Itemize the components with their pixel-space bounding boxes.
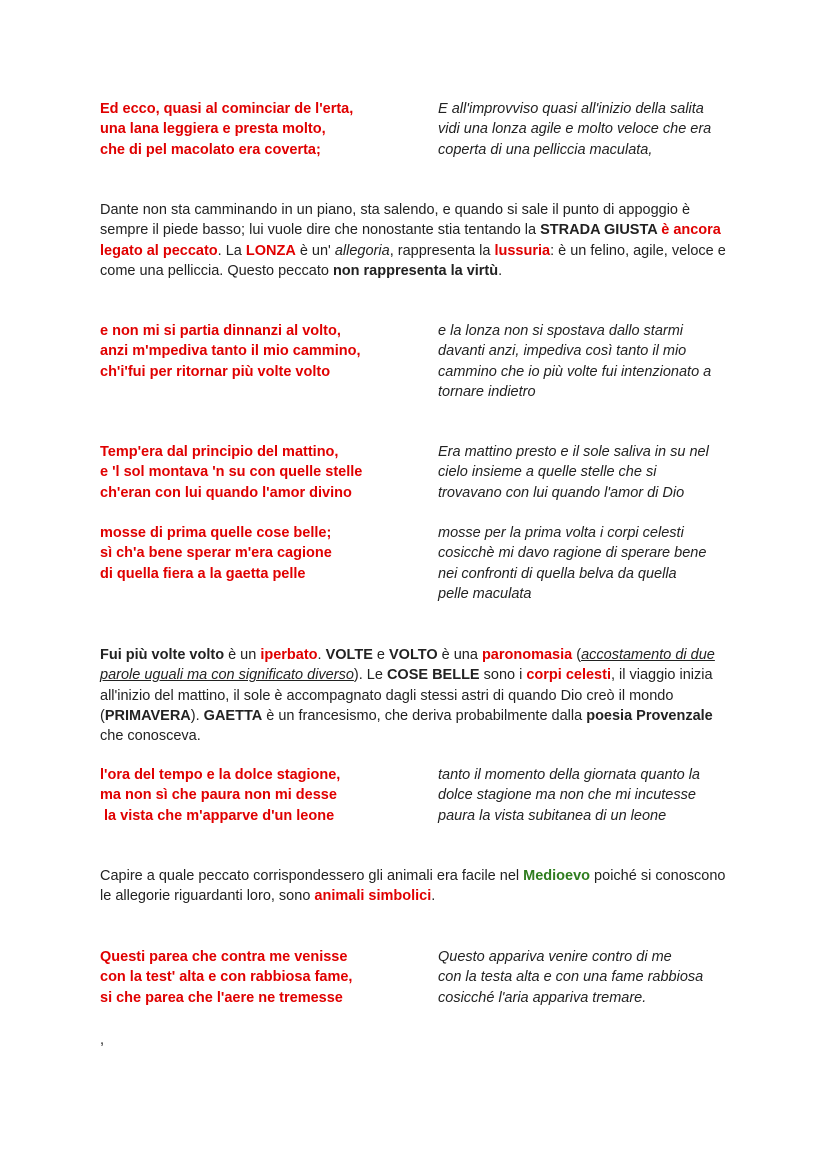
paraphrase-line: e la lonza non si spostava dallo starmi bbox=[438, 323, 684, 339]
verse-stanza-6 bbox=[100, 947, 420, 1008]
text-run: . La bbox=[217, 242, 246, 259]
text-run: . bbox=[498, 262, 503, 279]
text-run: è un' bbox=[295, 242, 335, 259]
verse-stanza-4 bbox=[100, 523, 420, 584]
paraphrase-stanza-6 bbox=[438, 947, 748, 1008]
paraphrase-line: nei confronti di quella belva da quella bbox=[438, 565, 677, 582]
red-term: LONZA bbox=[245, 242, 296, 259]
verse-stanza-1 bbox=[100, 99, 420, 160]
paraphrase-line: Questo appariva venire contro di me bbox=[438, 949, 672, 965]
red-term: è ancora legato al peccato bbox=[100, 222, 721, 259]
text-run: ( bbox=[572, 647, 582, 663]
bold-term: GAETTA bbox=[203, 707, 263, 724]
text-run: Dante non sta camminando in un piano, sta salendo, e quando si sale il punto di appoggio è sempre il piede basso; lui vuole dire che nonostante stia tentando la bbox=[100, 202, 691, 239]
bold-term: COSE BELLE bbox=[386, 667, 480, 684]
paraphrase-line: cielo insieme a quelle stelle che si bbox=[438, 464, 657, 481]
paraphrase-stanza-1 bbox=[438, 99, 748, 160]
paraphrase-line: trovavano con lui quando l'amor di Dio bbox=[438, 484, 685, 501]
bold-term: Fui più volte volto bbox=[100, 647, 225, 663]
text-run: è un bbox=[224, 647, 261, 663]
text-run: sono i bbox=[479, 667, 527, 684]
trailing-comma: , bbox=[100, 1032, 105, 1048]
red-term: corpi celesti bbox=[526, 667, 611, 684]
paraphrase-line: tornare indietro bbox=[438, 383, 536, 400]
text-run: . bbox=[431, 888, 436, 905]
paraphrase-line: paura la vista subitanea di un leone bbox=[438, 807, 667, 824]
verse-line: ch'eran con lui quando l'amor divino bbox=[100, 484, 352, 501]
red-term: lussuria bbox=[494, 242, 551, 259]
text-run: che conosceva. bbox=[100, 728, 201, 745]
text-run: è una bbox=[437, 647, 482, 663]
text-run: : è un felino, agile, veloce e come una pelliccia. Questo peccato bbox=[100, 242, 726, 279]
paraphrase-stanza-2 bbox=[438, 321, 748, 402]
verse-line: Ed ecco, quasi al cominciar de l'erta, bbox=[100, 101, 354, 117]
text-run: , il viaggio inizia all'inizio del mattino, il sole è accompagnato dagli stessi astri di quando Dio creò il mondo ( bbox=[100, 667, 713, 724]
commentary-3 bbox=[100, 866, 730, 907]
paraphrase-line: con la testa alta e con una fame rabbiosa bbox=[438, 969, 704, 986]
verse-line: ma non sì che paura non mi desse bbox=[100, 787, 337, 804]
text-run: e bbox=[372, 647, 389, 663]
bold-term: STRADA GIUSTA bbox=[540, 222, 658, 239]
verse-line: con la test' alta e con rabbiosa fame, bbox=[100, 969, 353, 986]
text-run: ). bbox=[190, 707, 204, 724]
verse-line: l'ora del tempo e la dolce stagione, bbox=[100, 767, 341, 783]
bold-term: poesia Provenzale bbox=[586, 707, 713, 724]
bold-term: VOLTE bbox=[325, 647, 373, 663]
paraphrase-line: dolce stagione ma non che mi incutesse bbox=[438, 787, 696, 804]
commentary-2 bbox=[100, 645, 730, 746]
verse-line: mosse di prima quelle cose belle; bbox=[100, 525, 332, 541]
verse-line: Temp'era dal principio del mattino, bbox=[100, 444, 339, 460]
paraphrase-line: vidi una lonza agile e molto veloce che era bbox=[438, 121, 712, 138]
italic-term: allegoria bbox=[334, 242, 390, 259]
text-run: . bbox=[317, 647, 326, 663]
paraphrase-line: davanti anzi, impediva così tanto il mio bbox=[438, 343, 687, 360]
paraphrase-line: tanto il momento della giornata quanto la bbox=[438, 767, 700, 783]
text-run: è un francesismo, che deriva probabilmente dalla bbox=[262, 707, 587, 724]
bold-term: non rappresenta la virtù bbox=[332, 262, 499, 279]
verse-line: la vista che m'apparve d'un leone bbox=[100, 807, 335, 824]
verse-stanza-3 bbox=[100, 442, 420, 503]
paraphrase-line: Era mattino presto e il sole saliva in su nel bbox=[438, 444, 709, 460]
bold-term: VOLTO bbox=[389, 647, 438, 663]
verse-line: sì ch'a bene sperar m'era cagione bbox=[100, 545, 332, 562]
paraphrase-line: coperta di una pelliccia maculata, bbox=[438, 141, 653, 158]
verse-line: che di pel macolato era coverta; bbox=[100, 141, 321, 158]
red-term: animali simbolici bbox=[314, 888, 432, 905]
commentary-1 bbox=[100, 200, 730, 281]
red-term: paronomasia bbox=[481, 647, 573, 663]
text-run: , rappresenta la bbox=[389, 242, 495, 259]
verse-line: anzi m'mpediva tanto il mio cammino, bbox=[100, 343, 361, 360]
verse-line: di quella fiera a la gaetta pelle bbox=[100, 565, 306, 582]
paraphrase-line: pelle maculata bbox=[438, 585, 532, 602]
text-run: Capire a quale peccato corrispondessero gli animali era facile nel bbox=[100, 868, 524, 884]
verse-line: e 'l sol montava 'n su con quelle stelle bbox=[100, 464, 363, 481]
paraphrase-stanza-4 bbox=[438, 523, 748, 604]
verse-line: si che parea che l'aere ne tremesse bbox=[100, 989, 343, 1006]
green-term: Medioevo bbox=[523, 868, 591, 884]
paraphrase-stanza-3 bbox=[438, 442, 748, 503]
verse-line: e non mi si partia dinnanzi al volto, bbox=[100, 323, 341, 339]
paraphrase-line: cammino che io più volte fui intenzionato a bbox=[438, 363, 712, 380]
text-run: ). Le bbox=[353, 667, 387, 684]
verse-line: Questi parea che contra me venisse bbox=[100, 949, 348, 965]
paraphrase-line: cosicché l'aria appariva tremare. bbox=[438, 989, 647, 1006]
text-run: poiché si conoscono le allegorie riguardanti loro, sono bbox=[100, 868, 726, 905]
paraphrase-line: E all'improvviso quasi all'inizio della salita bbox=[438, 101, 704, 117]
red-term: iperbato bbox=[260, 647, 318, 663]
verse-line: una lana leggiera e presta molto, bbox=[100, 121, 326, 138]
underlined-definition: accostamento di due parole uguali ma con significato diverso bbox=[100, 647, 715, 684]
verse-line: ch'i'fui per ritornar più volte volto bbox=[100, 363, 331, 380]
paraphrase-stanza-5 bbox=[438, 765, 748, 826]
paraphrase-line: cosicchè mi davo ragione di sperare bene bbox=[438, 545, 707, 562]
verse-stanza-2 bbox=[100, 321, 420, 382]
verse-stanza-5 bbox=[100, 765, 420, 826]
bold-term: PRIMAVERA bbox=[104, 707, 191, 724]
paraphrase-line: mosse per la prima volta i corpi celesti bbox=[438, 525, 684, 541]
